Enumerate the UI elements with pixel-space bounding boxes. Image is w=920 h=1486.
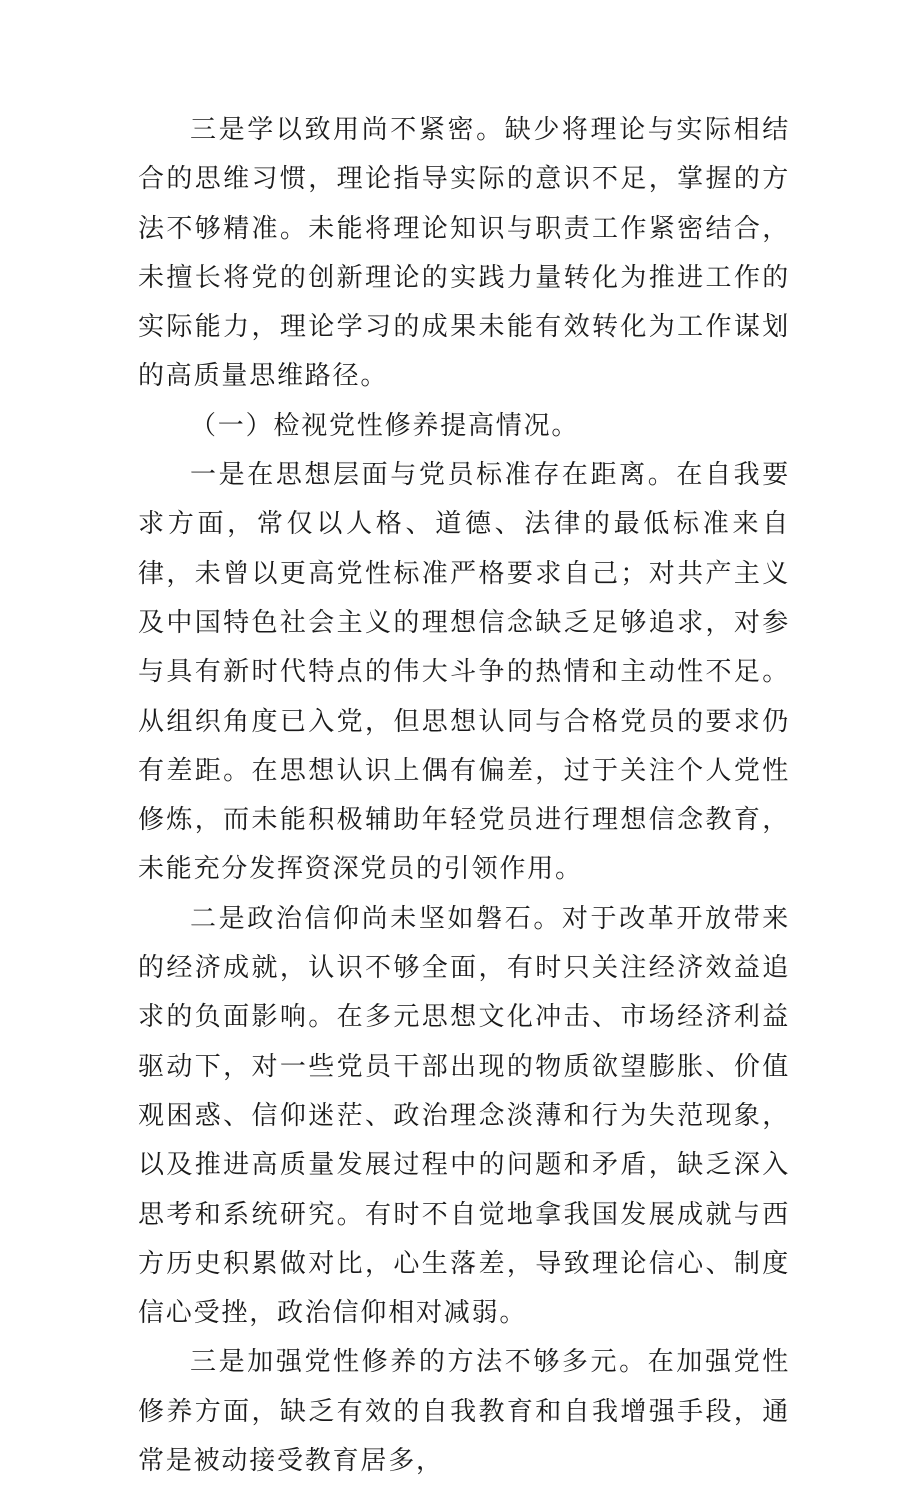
document-body <box>138 106 790 1486</box>
section-heading: （一）检视党性修养提高情况。 <box>190 410 580 441</box>
paragraph-political-belief: 二是政治信仰尚未坚如磐石。对于改革开放带来的经济成就，认识不够全面，有时只关注经济效益追求的负面影响。在多元思想文化冲击、市场经济利益驱动下，对一些党员干部出现的物质欲望膨胀、价值观困惑、信仰迷茫、政治理念淡薄和行为失范现象，以及推进高质量发展过程中的问题和矛盾，缺乏深入思考和系统研究。有时不自觉地拿我国发展成就与西方历史积累做对比，心生落差，导致理论信心、制度信心受挫，政治信仰相对减弱。 <box>138 903 790 1329</box>
paragraph-ideology: 一是在思想层面与党员标准存在距离。在自我要求方面，常仅以人格、道德、法律的最低标准来自律，未曾以更高党性标准严格要求自己；对共产主义及中国特色社会主义的理想信念缺乏足够追求，对参与具有新时代特点的伟大斗争的热情和主动性不足。从组织角度已入党，但思想认同与合格党员的要求仍有差距。在思想认识上偶有偏差，过于关注个人党性修炼，而未能积极辅助年轻党员进行理想信念教育，未能充分发挥资深党员的引领作用。 <box>138 460 790 885</box>
paragraph-methods: 三是加强党性修养的方法不够多元。在加强党性修养方面，缺乏有效的自我教育和自我增强手段，通常是被动接受教育居多， <box>138 1347 790 1477</box>
paragraph-application: 三是学以致用尚不紧密。缺少将理论与实际相结合的思维习惯，理论指导实际的意识不足，掌握的方法不够精准。未能将理论知识与职责工作紧密结合，未擅长将党的创新理论的实践力量转化为推进工作的实际能力，理论学习的成果未能有效转化为工作谋划的高质量思维路径。 <box>138 115 790 392</box>
